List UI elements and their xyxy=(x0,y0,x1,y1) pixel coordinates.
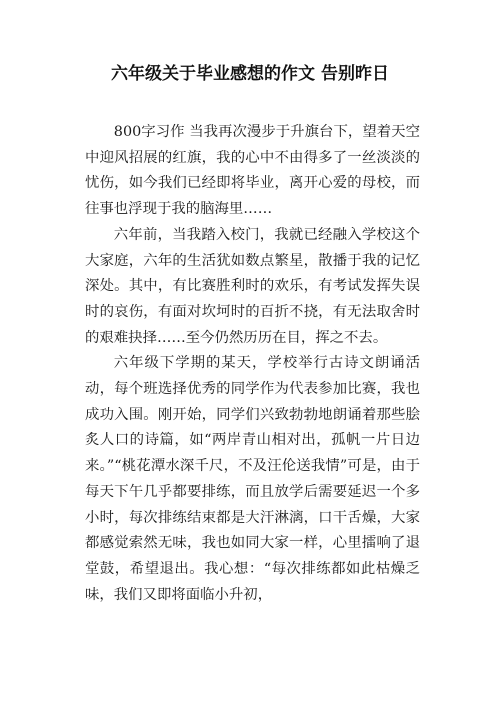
paragraph: 800字习作 当我再次漫步于升旗台下，望着天空中迎风招展的红旗，我的心中不由得多了一丝淡淡的忧伤，如今我们已经即将毕业，离开心爱的母校，而往事也浮现于我的脑海里…… xyxy=(85,124,420,218)
paragraph: 六年级下学期的某天，学校举行古诗文朗诵活动，每个班选择优秀的同学作为代表参加比赛，我也成功入围。刚开始，同学们兴致勃勃地朗诵着那些脍炙人口的诗篇，如“两岸青山相对出，孤帆一片日边来。”“桃花潭水深千尺，不及汪伦送我情”可是，由于每天下午几乎都要排练，而且放学后需要延迟一个多小时，每次排练结束都是大汗淋漓，口干舌燥，大家都感觉索然无味，我也如同大家一样，心里擂响了退堂鼓，希望退出。我心想：“每次排练都如此枯燥乏味，我们又即将面临小升初， xyxy=(85,355,420,603)
document-title: 六年级关于毕业感想的作文 告别昨日 xyxy=(111,64,389,84)
document-body xyxy=(85,120,420,608)
paragraph: 六年前，当我踏入校门，我就已经融入学校这个大家庭，六年的生活犹如数点繁星，散播于我的记忆深处。其中，有比赛胜利时的欢乐，有考试发挥失误时的哀伤，有面对坎坷时的百折不挠，有无法取舍时的艰难抉择……至今仍然历历在目，挥之不去。 xyxy=(85,226,420,346)
